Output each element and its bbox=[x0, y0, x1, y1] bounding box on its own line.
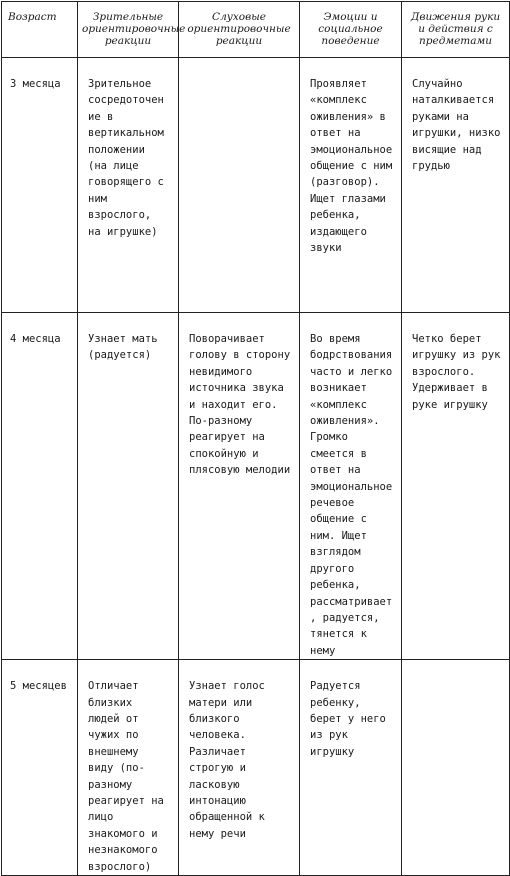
header-visual: Зрительные ориентировочные реакции bbox=[78, 2, 179, 58]
table-row bbox=[2, 660, 510, 876]
header-hands: Движения руки и действия с предметами bbox=[402, 2, 510, 58]
table-row bbox=[2, 313, 510, 660]
cell-text: Радуется ребенку, берет у него из рук игрушку bbox=[310, 680, 386, 758]
cell-text: Зрительное сосредоточение в вертикальном положении (на лице говорящего с ним взрослого, на игрушке) bbox=[88, 78, 164, 238]
table-header-row bbox=[2, 2, 510, 58]
development-table bbox=[1, 1, 510, 876]
cell-age bbox=[2, 313, 78, 660]
cell-auditory bbox=[179, 313, 300, 660]
cell-text: Случайно наталкивается руками на игрушки, низко висящие над грудью bbox=[412, 78, 501, 173]
cell-visual bbox=[78, 313, 179, 660]
cell-emotions bbox=[300, 313, 402, 660]
cell-emotions bbox=[300, 58, 402, 313]
cell-text: Поворачивает голову в сторону невидимого источника звука и находит его. По-разному реагирует на спокойную и плясовую мелодии bbox=[189, 333, 291, 477]
header-auditory: Слуховые ориентировочные реакции bbox=[179, 2, 300, 58]
cell-auditory bbox=[179, 58, 300, 313]
cell-text: 4 месяца bbox=[10, 333, 61, 345]
cell-hands bbox=[402, 58, 510, 313]
header-age: Возраст bbox=[2, 2, 78, 58]
cell-hands bbox=[402, 660, 510, 876]
cell-text: 3 месяца bbox=[10, 78, 61, 90]
cell-age bbox=[2, 58, 78, 313]
cell-auditory bbox=[179, 660, 300, 876]
table-row bbox=[2, 58, 510, 313]
cell-visual bbox=[78, 58, 179, 313]
cell-text: 5 месяцев bbox=[10, 680, 67, 693]
cell-text: Проявляет «комплекс оживления» в ответ на эмоциональное общение с ним (разговор). Ищет глазами ребенка, издающего звуки bbox=[310, 78, 393, 255]
cell-text: Узнает мать (радуется) bbox=[88, 333, 158, 362]
cell-text: Четко берет игрушку из рук взрослого. Удерживает в руке игрушку bbox=[412, 333, 501, 411]
cell-text: Отличает близких людей от чужих по внешнему виду (по-разному реагирует на лицо знакомого и незнакомого взрослого) bbox=[88, 680, 164, 873]
cell-emotions bbox=[300, 660, 402, 876]
cell-text: Во время бодрствования часто и легко возникает «комплекс оживления». Громко смеется в ответ на эмоциональное речевое общение с ним. Ищет взглядом другого ребенка, рассматривает, радуется, тянется к нему bbox=[310, 333, 393, 657]
cell-visual bbox=[78, 660, 179, 876]
cell-text: Узнает голос матери или близкого человека. Различает строгую и ласковую интонацию обращенной к нему речи bbox=[189, 680, 265, 840]
cell-age bbox=[2, 660, 78, 876]
header-emotions: Эмоции и социальное поведение bbox=[300, 2, 402, 58]
cell-hands bbox=[402, 313, 510, 660]
